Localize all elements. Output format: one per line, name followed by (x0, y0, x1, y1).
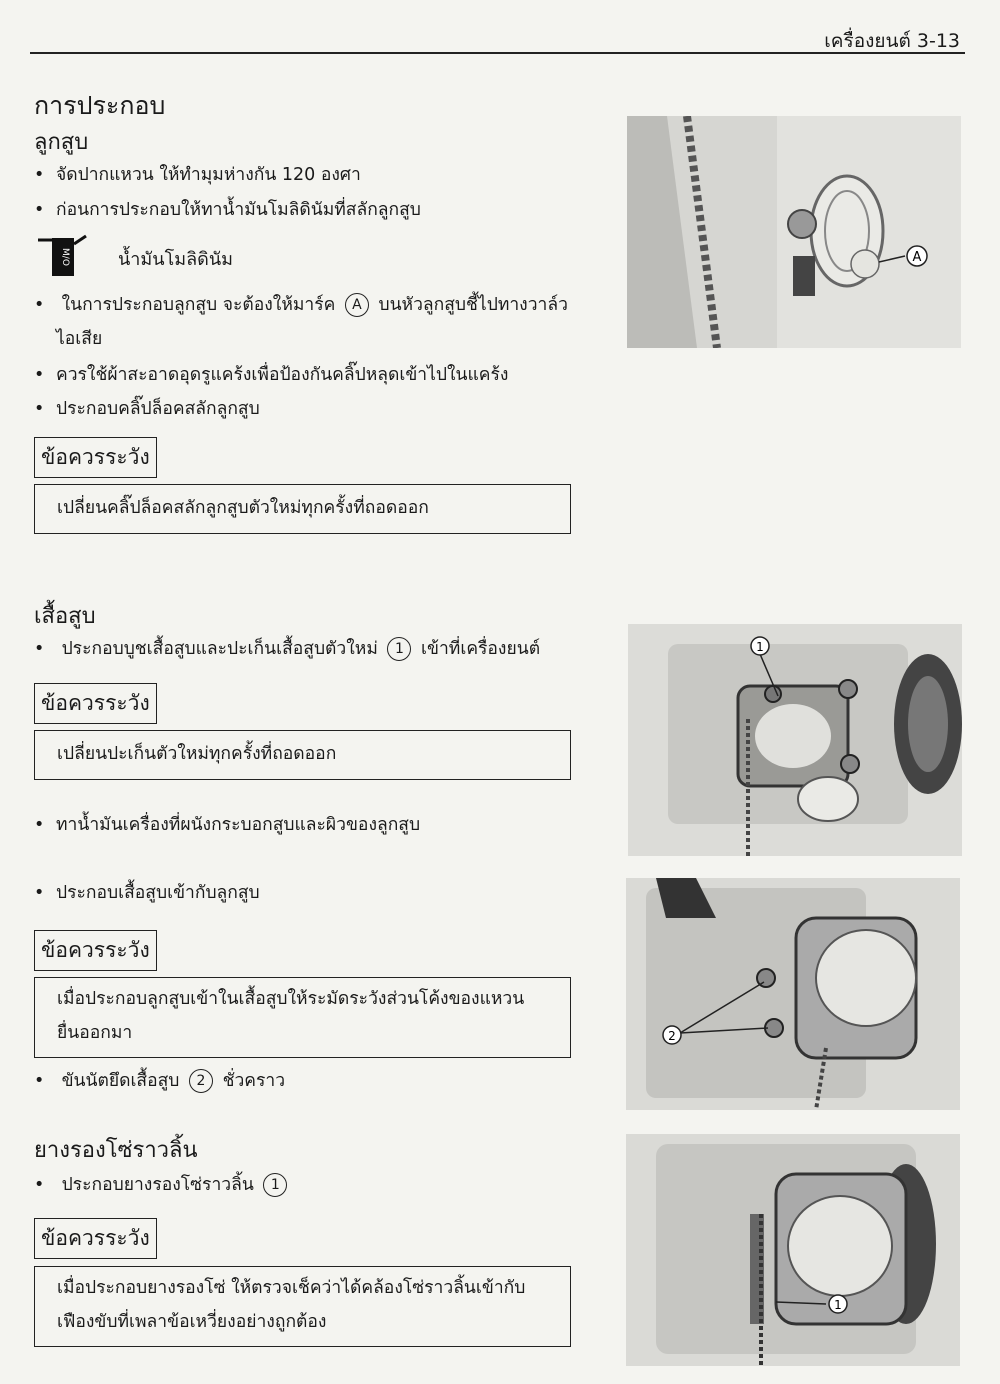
chain-guide-caution-line1: เมื่อประกอบยางรองโซ่ ให้ตรวจเช็คว่าได้คล้องโซ่ราวลิ้นเข้ากับ (57, 1278, 526, 1298)
oil-can-icon (36, 232, 88, 278)
oil-icon-text: M/O (60, 248, 70, 266)
cylinder-caution2-line1: เมื่อประกอบลูกสูบเข้าในเสื้อสูบให้ระมัดระวังส่วนโค้งของแหวน (57, 989, 525, 1009)
cylinder-caution1-text: เปลี่ยนปะเก็นตัวใหม่ทุกครั้งที่ถอดออก (57, 744, 337, 764)
cylinder-caution2-line2: ยื่นออกมา (57, 1023, 133, 1043)
chain-guide-bullet (34, 1168, 291, 1202)
piston-caution-text: เปลี่ยนคลิ๊ปล็อคสลักลูกสูบตัวใหม่ทุกครั้งที่ถอดออก (57, 498, 429, 518)
cylinder-caution2-label: ข้อควรระวัง (34, 930, 157, 971)
cylinder-bullet-nuts (34, 1064, 285, 1098)
mark-a-symbol: A (345, 293, 369, 317)
subsection-title-cylinder: เสื้อสูบ (34, 604, 96, 629)
cylinder-caution1-label: ข้อควรระวัง (34, 683, 157, 724)
cylinder-bullet-assemble: • ประกอบเสื้อสูบเข้ากับลูกสูบ (34, 876, 260, 910)
cylinder-nuts-photo (626, 878, 960, 1110)
piston-bullet-moly-pin: • ก่อนการประกอบให้ทาน้ำมันโมลิดินัมที่สลักลูกสูบ (34, 193, 421, 227)
cylinder-bullet4-post: ชั่วคราว (222, 1071, 286, 1091)
mark-bullet-post: บนหัวลูกสูบชี้ไปทางวาล์ว (378, 295, 568, 315)
piston-photo-callout: A (912, 250, 922, 265)
cylinder-bullet4-pre: ขันนัตยึดเสื้อสูบ (61, 1071, 180, 1091)
cylinder-photo1-callout: 1 (756, 640, 764, 654)
piston-bullet-ring-gap: • จัดปากแหวน ให้ทำมุมห่างกัน 120 องศา (34, 158, 361, 192)
piston-bullet-clip: • ประกอบคลิ๊ปล็อคสลักลูกสูบ (34, 392, 260, 426)
piston-caution-box (34, 484, 571, 534)
cylinder-bullet-oil: • ทาน้ำมันเครื่องที่ผนังกระบอกสูบและผิวของลูกสูบ (34, 808, 420, 842)
page-header-title: เครื่องยนต์ 3-13 (824, 30, 960, 52)
cylinder-bullet1-symbol: 1 (387, 637, 411, 661)
mark-bullet-pre: ในการประกอบลูกสูบ จะต้องให้มาร์ค (61, 295, 336, 315)
cylinder-bullet4-symbol: 2 (189, 1069, 213, 1093)
piston-bullet-mark (34, 288, 568, 322)
chain-guide-caution-line2: เฟืองขับที่เพลาข้อเหวี่ยงอย่างถูกต้อง (57, 1312, 327, 1332)
subsection-title-piston: ลูกสูบ (34, 130, 89, 155)
chain-guide-photo-callout: 1 (834, 1298, 842, 1312)
cylinder-caution2-box (34, 977, 571, 1058)
piston-bullet-cloth: • ควรใช้ผ้าสะอาดอุดรูแคร้งเพื่อป้องกันคลิ๊ปหลุดเข้าไปในแคร้ง (34, 358, 508, 392)
cylinder-gasket-photo (628, 624, 962, 856)
cylinder-bullet1-pre: ประกอบบูชเสื้อสูบและปะเก็นเสื้อสูบตัวใหม่ (61, 639, 378, 659)
subsection-title-chain-guide: ยางรองโซ่ราวลิ้น (34, 1138, 198, 1163)
cylinder-bullet1-post: เข้าที่เครื่องยนต์ (421, 639, 541, 659)
moly-oil-label: น้ำมันโมลิดินัม (118, 249, 234, 270)
cylinder-bullet-gasket (34, 632, 540, 666)
piston-caution-label: ข้อควรระวัง (34, 437, 157, 478)
chain-guide-bullet-symbol: 1 (263, 1173, 287, 1197)
chain-guide-photo (626, 1134, 960, 1366)
chain-guide-caution-box (34, 1266, 571, 1347)
cylinder-photo2-callout: 2 (668, 1029, 676, 1043)
section-title-assembly: การประกอบ (34, 91, 166, 120)
piston-photo (627, 116, 961, 348)
header-divider (30, 52, 965, 54)
chain-guide-bullet-pre: ประกอบยางรองโซ่ราวลิ้น (61, 1175, 254, 1195)
cylinder-caution1-box (34, 730, 571, 780)
piston-bullet-mark-cont: ไอเสีย (56, 329, 103, 349)
chain-guide-caution-label: ข้อควรระวัง (34, 1218, 157, 1259)
